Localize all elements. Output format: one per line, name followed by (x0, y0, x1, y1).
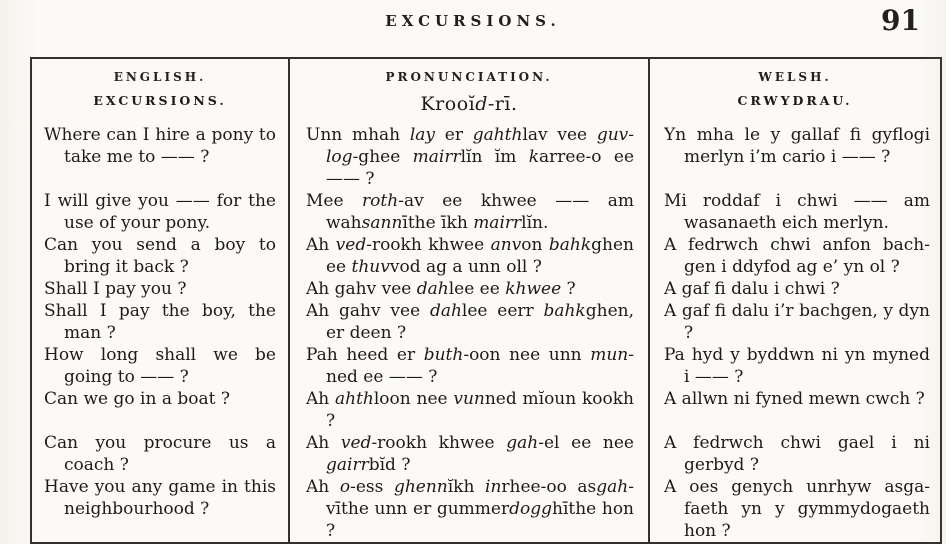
table-row (31, 190, 941, 234)
phrase-cell-english: Where can I hire a pony to take me to —— ? (44, 125, 276, 167)
phrase-cell-english: Have you any game in this neighbourhood ? (44, 477, 276, 519)
table-row (31, 234, 941, 278)
phrase-table-body (31, 124, 941, 543)
table-row (31, 344, 941, 388)
phrase-cell-english: Can you send a boy to bring it back ? (44, 235, 276, 277)
table-row (31, 124, 941, 190)
phrase-cell-english: Can we go in a boat ? (44, 389, 230, 409)
phrase-cell-welsh: A gaf fi dalu i chwi ? (664, 279, 840, 299)
column-subheader-pronunciation: Krooĭd-rī. (420, 93, 518, 115)
page-number: 91 (881, 4, 920, 37)
phrase-cell-pronunciation: Ah gahv vee dahlee ee khwee ? (289, 278, 649, 300)
phrase-cell-welsh: Pa hyd y byddwn ni yn myned i —— ? (664, 345, 930, 387)
phrase-cell-pronunciation: Mee roth-av ee khwee —— am wahsannīthe īkh mairrlĭn. (289, 190, 649, 234)
phrase-cell-pronunciation: Ah ahthloon nee vunned mĭoun kookh ? (289, 388, 649, 432)
table-row (31, 278, 941, 300)
phrase-cell-pronunciation: Ah o-ess ghennĭkh inrhee-oo asgah-vīthe unn er gummerdogghīthe hon ? (289, 476, 649, 543)
phrase-cell-pronunciation: Pah heed er buth-oon nee unn mun-ned ee —— ? (289, 344, 649, 388)
phrase-cell-pronunciation: Unn mhah lay er gahthlav vee guv-log-ghee mairrlĭn ĭm karree-o ee —— ? (289, 124, 649, 190)
phrase-cell-welsh: A oes genych unrhyw asga-faeth yn y gymmydogaeth hon ? (664, 477, 930, 541)
column-header-english (31, 58, 289, 124)
phrase-cell-welsh: Mi roddaf i chwi —— am wasanaeth eich merlyn. (664, 191, 930, 233)
phrase-cell-pronunciation: Ah ved-rookh khwee gah-el ee nee gairrbĭd ? (289, 432, 649, 476)
phrase-cell-english: Can you procure us a coach ? (44, 433, 276, 475)
column-header-row (31, 58, 941, 124)
phrase-cell-welsh: A fedrwch chwi gael i ni gerbyd ? (664, 433, 930, 475)
phrase-cell-welsh: Yn mha le y gallaf fi gyflogi merlyn i’m cario i —— ? (664, 125, 930, 167)
phrase-cell-english: Shall I pay the boy, the man ? (44, 301, 276, 343)
running-head: EXCURSIONS. (385, 12, 561, 30)
column-header-welsh-label: WELSH. (758, 70, 832, 84)
phrase-cell-welsh: A allwn ni fyned mewn cwch ? (664, 389, 925, 409)
column-subheader-welsh: CRWYDRAU. (737, 93, 853, 108)
table-row (31, 432, 941, 476)
column-header-welsh (649, 58, 941, 124)
phrase-cell-pronunciation: Ah ved-rookh khwee anvon bahkghen ee thuvvod ag a unn oll ? (289, 234, 649, 278)
column-header-pronunciation-label: PRONUNCIATION. (385, 70, 553, 84)
phrase-cell-english: Shall I pay you ? (44, 279, 187, 299)
table-row (31, 476, 941, 543)
table-row (31, 300, 941, 344)
phrase-cell-english: I will give you —— for the use of your pony. (44, 191, 276, 233)
column-header-english-label: ENGLISH. (113, 70, 207, 84)
phrase-cell-pronunciation: Ah gahv vee dahlee eerr bahkghen, er deen ? (289, 300, 649, 344)
phrase-cell-welsh: A fedrwch chwi anfon bach-gen i ddyfod ag e’ yn ol ? (664, 235, 930, 277)
phrase-cell-welsh: A gaf fi dalu i’r bachgen, y dyn ? (664, 301, 930, 343)
column-subheader-english: EXCURSIONS. (93, 93, 227, 108)
phrase-table (30, 57, 942, 544)
table-row (31, 388, 941, 432)
phrase-cell-english: How long shall we be going to —— ? (44, 345, 276, 387)
column-header-pronunciation (289, 58, 649, 124)
page-header (0, 6, 946, 42)
